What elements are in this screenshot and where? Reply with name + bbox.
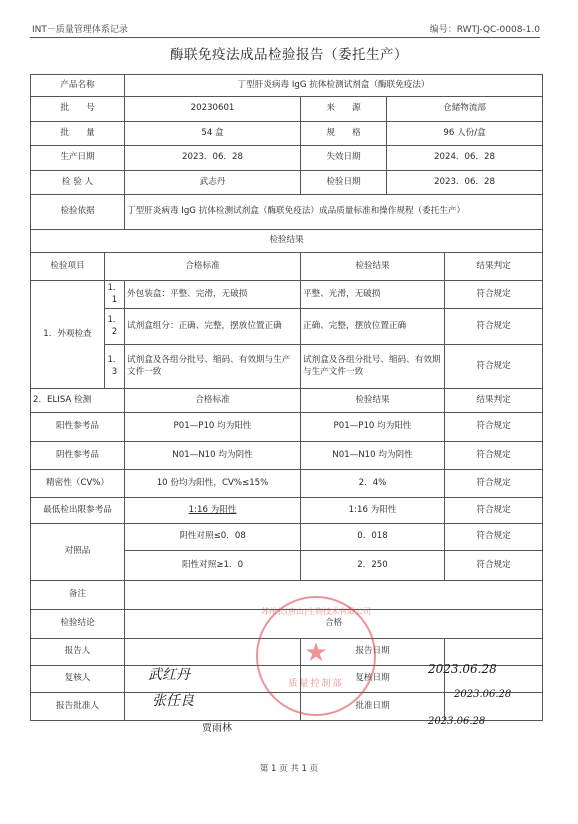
product-name-value: 丁型肝炎病毒 IgG 抗体检测试剂盒（酶联免疫法） <box>125 75 543 97</box>
appearance-standard: 试剂盒及各组分批号、缩码、有效期与生产文件一致 <box>125 345 301 389</box>
inspect-date-value: 2023．06．28 <box>387 171 543 195</box>
header-left-text: INT－质量管理体系记录 <box>32 25 128 35</box>
inspector-label: 检 验 人 <box>31 171 125 195</box>
elisa-standard: P01—P10 均为阳性 <box>125 413 301 442</box>
header-divider <box>30 37 540 38</box>
approver-label: 报告批准人 <box>31 693 125 721</box>
reviewer-label: 复核人 <box>31 666 125 693</box>
page-footer: 第 1 页 共 1 页 <box>259 764 319 774</box>
header-doc-number: 编号：RWTJ-QC-0008-1.0 <box>429 25 540 35</box>
report-date-label: 报告日期 <box>301 639 445 666</box>
elisa-judgement: 符合规定 <box>445 470 543 498</box>
appearance-judgement: 符合规定 <box>445 281 543 309</box>
batch-label: 批 号 <box>31 97 125 122</box>
reporter-signature: 武红丹 <box>148 667 190 683</box>
product-name-label: 产品名称 <box>31 75 125 97</box>
approve-date-label: 批准日期 <box>301 693 445 721</box>
control-standard: 阴性对照≤0．08 <box>125 524 301 551</box>
quantity-value: 54 盒 <box>125 122 301 146</box>
appearance-judgement: 符合规定 <box>445 309 543 345</box>
conclusion-value: 合格 <box>125 610 543 639</box>
sub-item-number: 1．1 <box>105 281 125 309</box>
expiry-date-label: 失效日期 <box>301 146 387 171</box>
col-header-standard: 合格标准 <box>105 253 301 281</box>
report-date-handwritten: 2023.06.28 <box>428 662 497 676</box>
source-value: 仓储物流部 <box>387 97 543 122</box>
appearance-result: 正确、完整，摆放位置正确 <box>301 309 445 345</box>
spec-label: 规 格 <box>301 122 387 146</box>
elisa-judgement: 符合规定 <box>445 498 543 524</box>
control-judgement: 符合规定 <box>445 524 543 551</box>
remarks-label: 备注 <box>31 581 125 610</box>
sub-item-number: 1．2 <box>105 309 125 345</box>
doc-header <box>30 22 540 36</box>
control-label: 对照品 <box>31 524 125 581</box>
control-result: 2．250 <box>301 551 445 581</box>
inspector-value: 武志丹 <box>125 171 301 195</box>
source-label: 来 源 <box>301 97 387 122</box>
elisa-judgement: 符合规定 <box>445 442 543 470</box>
appearance-standard: 外包装盒：平整、完滑，无破损 <box>125 281 301 309</box>
elisa-item-name: 阴性参考品 <box>31 442 125 470</box>
elisa-result: P01—P10 均为阳性 <box>301 413 445 442</box>
control-result: 0．018 <box>301 524 445 551</box>
elisa-item-name: 最低检出限参考品 <box>31 498 125 524</box>
appearance-result: 试剂盒及各组分批号、缩码、有效期与生产文件一致 <box>301 345 445 389</box>
batch-value: 20230601 <box>125 97 301 122</box>
appearance-result: 平整、光滑，无破损 <box>301 281 445 309</box>
elisa-item-name: 阳性参考品 <box>31 413 125 442</box>
col-header-judgement: 结果判定 <box>445 253 543 281</box>
col-header-item: 检验项目 <box>31 253 105 281</box>
review-date-handwritten: 2023.06.28 <box>454 689 512 700</box>
quantity-label: 批 量 <box>31 122 125 146</box>
conclusion-label: 检验结论 <box>31 610 125 639</box>
elisa-col-standard: 合格标准 <box>125 389 301 413</box>
seal-star-icon: ★ <box>304 638 328 668</box>
sub-item-number: 1．3 <box>105 345 125 389</box>
approve-date-handwritten: 2023.06.28 <box>428 716 486 727</box>
control-standard: 阳性对照≥1．0 <box>125 551 301 581</box>
elisa-standard: N01—N10 均为阴性 <box>125 442 301 470</box>
reporter-label: 报告人 <box>31 639 125 666</box>
basis-value: 丁型肝炎病毒 IgG 抗体检测试剂盒（酶联免疫法）成品质量标准和操作规程（委托生产） <box>125 195 543 230</box>
results-section-title: 检验结果 <box>31 230 543 253</box>
basis-label: 检验依据 <box>31 195 125 230</box>
seal-department: 质量控制部 <box>288 679 344 689</box>
elisa-item-name: 精密性（CV%） <box>31 470 125 498</box>
elisa-section-label: 2．ELISA 检测 <box>31 389 125 413</box>
elisa-result: 2．4% <box>301 470 445 498</box>
page-title: 酶联免疫法成品检验报告（委托生产） <box>170 47 408 63</box>
approver-signature: 贾雨林 <box>202 723 232 734</box>
spec-value: 96 人份/盒 <box>387 122 543 146</box>
appearance-standard: 试剂盒组分：正确、完整，摆放位置正确 <box>125 309 301 345</box>
elisa-col-result: 检验结果 <box>301 389 445 413</box>
expiry-date-value: 2024．06．28 <box>387 146 543 171</box>
reviewer-signature: 张任良 <box>152 693 194 709</box>
quality-control-seal <box>256 596 376 716</box>
elisa-result: N01—N10 均为阴性 <box>301 442 445 470</box>
elisa-standard: 10 份均为阳性，CV%≤15% <box>125 470 301 498</box>
control-judgement: 符合规定 <box>445 551 543 581</box>
elisa-col-judgement: 结果判定 <box>445 389 543 413</box>
inspect-date-label: 检验日期 <box>301 171 387 195</box>
review-date-label: 复核日期 <box>301 666 445 693</box>
appearance-check-label: 1．外观检查 <box>31 281 105 389</box>
elisa-standard: 1:16 为阳性 <box>125 498 301 524</box>
appearance-judgement: 符合规定 <box>445 345 543 389</box>
elisa-judgement: 符合规定 <box>445 413 543 442</box>
seal-ring-text: 苏州长(唐山)生物技术有限公司 <box>260 607 372 616</box>
mfg-date-value: 2023．06．28 <box>125 146 301 171</box>
col-header-result: 检验结果 <box>301 253 445 281</box>
elisa-result: 1:16 为阳性 <box>301 498 445 524</box>
mfg-date-label: 生产日期 <box>31 146 125 171</box>
